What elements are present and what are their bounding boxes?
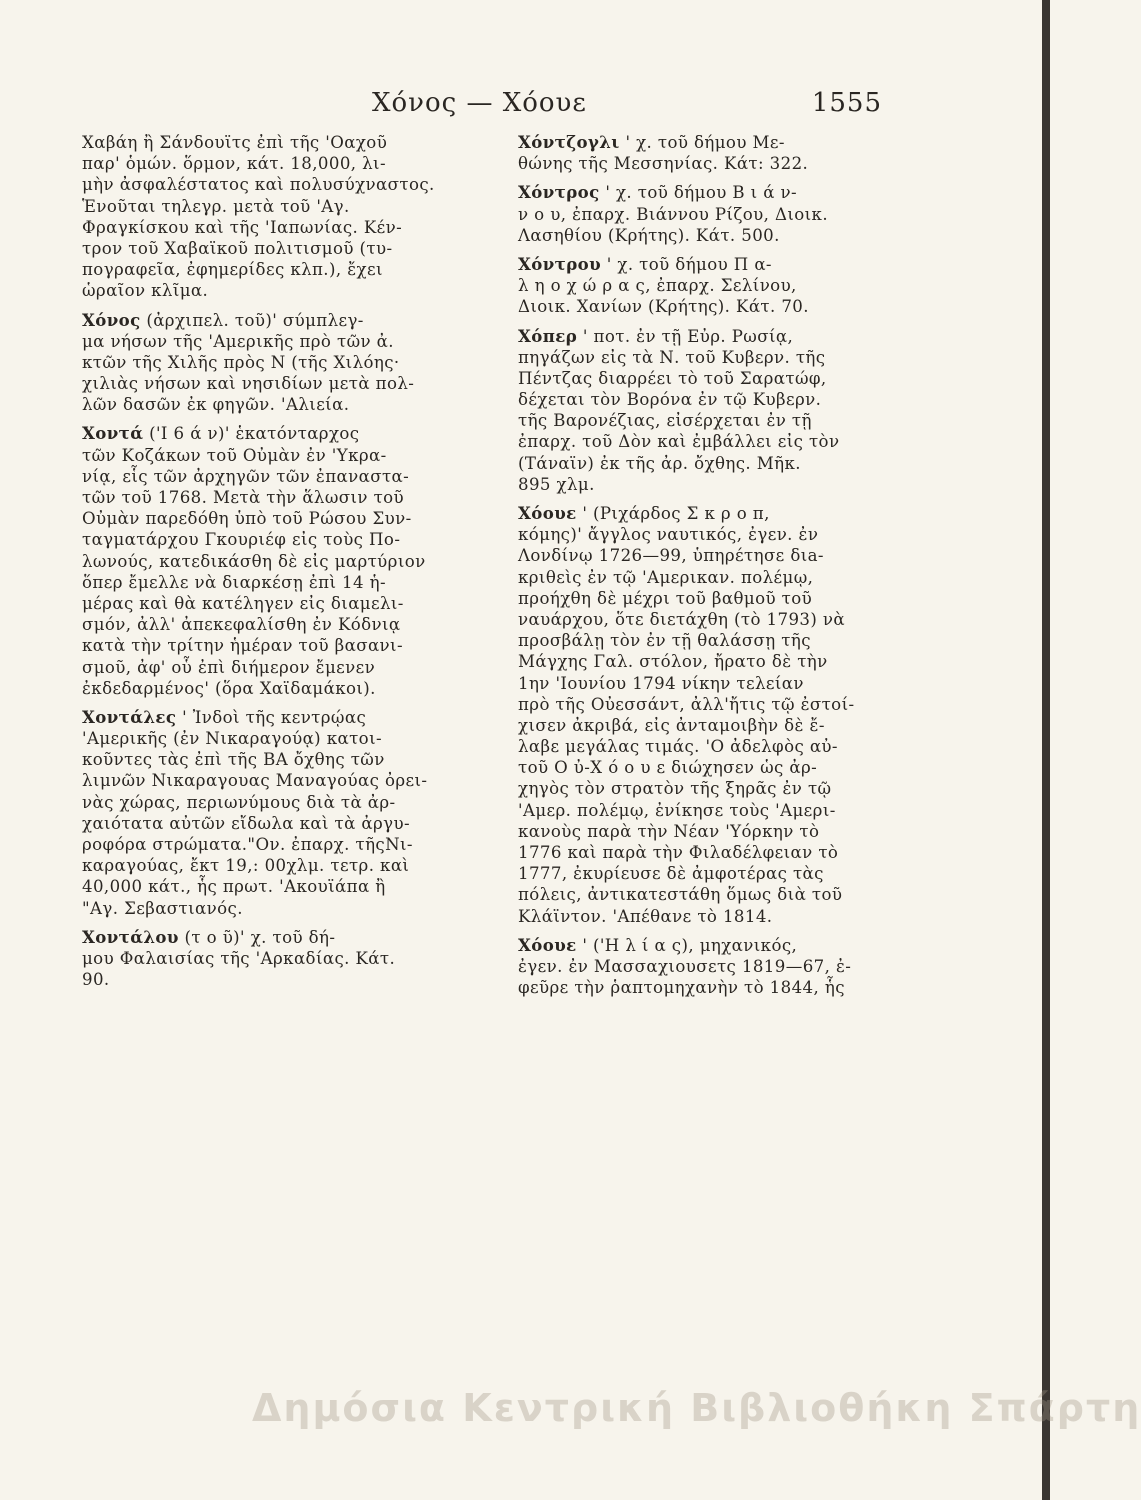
page-number: 1555 xyxy=(811,88,882,118)
entry-line xyxy=(518,431,890,452)
dictionary-entry xyxy=(82,927,480,991)
entry-line xyxy=(518,935,890,956)
entry-line xyxy=(82,749,480,770)
entry-line xyxy=(518,588,890,609)
entry-text: (τ ο ῦ)' χ. τοῦ δή- xyxy=(184,927,336,947)
entry-headword: Χόντρος xyxy=(518,182,600,203)
entry-text: πρὸ τῆς Οὐεσσάντ, ἀλλ'ἤτις τῷ ἐστοί- xyxy=(518,694,855,714)
entry-line xyxy=(82,238,480,259)
entry-line xyxy=(518,326,890,347)
entry-line xyxy=(82,707,480,728)
entry-text: Λονδίνῳ 1726—99, ὑπηρέτησε διa- xyxy=(518,546,824,566)
entry-text: κόμης)' ἄγγλος ναυτικός, ἐγεν. ἐν xyxy=(518,525,819,545)
entry-line xyxy=(82,445,480,466)
dictionary-entry xyxy=(518,935,890,999)
entry-text: 'Αμερ. πολέμῳ, ἐνίκησε τοὺς 'Αμερι- xyxy=(518,800,836,820)
entry-text: φεῦρε τὴν ῥαπτομηχανὴν τὸ 1844, ἧς xyxy=(518,978,845,998)
entry-text: χαιότατα αὐτῶν εἴδωλα καὶ τὰ ἀργυ- xyxy=(82,813,410,833)
entry-text: ' Ἰνδοὶ τῆς κεντρῴας xyxy=(182,707,367,727)
entry-text: πογραφεῖα, ἐφημερίδες κλπ.), ἔχει xyxy=(82,260,383,280)
entry-text: ν ο υ, ἐπαρχ. Βιάννου Ρίζου, Διοικ. xyxy=(518,204,828,224)
entry-line xyxy=(82,132,480,153)
page-edge-shadow xyxy=(1042,0,1050,1500)
entry-line xyxy=(82,423,480,444)
entry-line xyxy=(518,524,890,545)
entry-line xyxy=(82,196,480,217)
entry-text: Οὐμὰν παρεδόθη ὑπὸ τοῦ Ρώσου Συν- xyxy=(82,509,412,529)
entry-text: ἐγεν. ἐν Μασσαχιουσετς 1819—67, ἐ- xyxy=(518,956,852,976)
entry-text: λαβε μεγάλας τιμάς. 'Ο ἀδελφὸς αὐ- xyxy=(518,737,838,757)
entry-text: ἐκδεδαρμένος' (ὅρα Χαϊδαμάκοι). xyxy=(82,678,376,698)
entry-text: ὅπερ ἔμελλε νὰ διαρκέσῃ ἐπὶ 14 ἡ- xyxy=(82,572,386,592)
entry-line xyxy=(82,373,480,394)
entry-text: ' χ. τοῦ δήμου Με- xyxy=(625,133,785,152)
entry-line xyxy=(82,280,480,301)
entry-line xyxy=(518,474,890,495)
entry-text: 1ην 'Ιουνίου 1794 νίκην τελείαν xyxy=(518,673,804,693)
entry-headword: Χόντζογλι xyxy=(518,132,620,152)
entry-text: ταγματάρχου Γκουριέφ εἰς τοὺς Πο- xyxy=(82,530,401,550)
entry-line xyxy=(518,275,890,296)
entry-text: προήχθη δὲ μέχρι τοῦ βαθμοῦ τοῦ xyxy=(518,588,813,608)
entry-text: "Αγ. Σεβαστιανός. xyxy=(82,898,243,918)
left-column xyxy=(82,132,480,990)
entry-text: κτῶν τῆς Χιλῆς πρὸς Ν (τῆς Χιλόης· xyxy=(82,352,400,372)
dictionary-entry xyxy=(82,707,480,919)
entry-line xyxy=(518,757,890,778)
entry-text: ὡραῖον κλῖμα. xyxy=(82,281,209,301)
entry-line xyxy=(518,736,890,757)
dictionary-entry xyxy=(518,182,890,246)
entry-line xyxy=(82,551,480,572)
entry-line xyxy=(82,153,480,174)
dictionary-entry xyxy=(82,132,480,302)
entry-line xyxy=(82,572,480,593)
entry-headword: Χόπερ xyxy=(518,325,578,346)
entry-text: ' ('Η λ ί α ς), μηχανικός, xyxy=(582,935,798,955)
entry-headword: Χοντά xyxy=(82,423,144,444)
entry-line xyxy=(518,609,890,630)
entry-line xyxy=(82,394,480,415)
dictionary-entry xyxy=(518,254,890,318)
entry-text: λῶν δασῶν ἐκ φηγῶν. 'Αλιεία. xyxy=(82,395,350,415)
entry-text: τρον τοῦ Χαβαϊκοῦ πολιτισμοῦ (τυ- xyxy=(82,238,393,258)
entry-line xyxy=(518,630,890,651)
entry-line xyxy=(518,503,890,524)
dictionary-entry xyxy=(518,503,890,927)
entry-text: Μάγχης Γαλ. στόλον, ἤρατο δὲ τὴν xyxy=(518,652,828,672)
entry-text: λωνούς, κατεδικάσθη δὲ εἰς μαρτύριον xyxy=(82,551,426,571)
entry-text: 895 χλμ. xyxy=(518,474,595,494)
entry-line xyxy=(518,347,890,368)
entry-line xyxy=(518,842,890,863)
entry-text: ' χ. τοῦ δήμου Β ι ά ν- xyxy=(605,183,797,203)
entry-line xyxy=(82,331,480,352)
entry-line xyxy=(518,800,890,821)
dictionary-entry xyxy=(82,310,480,416)
entry-text: μὴν ἀσφαλέστατος καὶ πολυσύχναστος. xyxy=(82,175,435,195)
right-column xyxy=(518,132,890,998)
entry-text: πηγάζων εἰς τὰ Ν. τοῦ Κυβερν. τῆς xyxy=(518,347,826,367)
entry-line xyxy=(518,651,890,672)
entry-text: ('Ι 6 ά ν)' ἑκατόνταρχος xyxy=(149,424,360,444)
entry-line xyxy=(518,453,890,474)
entry-text: λ η ο χ ώ ρ α ς, ἐπαρχ. Σελίνου, xyxy=(518,276,797,296)
entry-text: τοῦ Ο ὐ-Χ ό ο υ ε διώχησεν ὡς ἀρ- xyxy=(518,758,818,778)
entry-text: Φραγκίσκου καὶ τῆς 'Ιαπωνίας. Κέν- xyxy=(82,217,403,237)
entry-headword: Χόνος xyxy=(82,309,141,330)
entry-line xyxy=(518,132,890,153)
entry-headword: Χοντάλου xyxy=(82,926,179,947)
running-header xyxy=(0,88,1050,128)
library-watermark: Δημόσια Κεντρική Βιβλιοθήκη Σπάρτη xyxy=(252,1386,1141,1430)
entry-text: Χαβάη ἢ Σάνδουϊτς ἐπὶ τῆς 'Οαχοῦ xyxy=(82,133,388,152)
entry-text: ἐπαρχ. τοῦ Δὸν καὶ ἐμβάλλει εἰς τὸν xyxy=(518,432,840,452)
entry-text: χιλιὰς νήσων καὶ νησιδίων μετὰ πολ- xyxy=(82,374,415,394)
entry-line xyxy=(518,153,890,174)
entry-text: ' (Ριχάρδος Σ κ ρ ο π, xyxy=(582,504,770,523)
entry-text: Πέντζας διαρρέει τὸ τοῦ Σαρατώφ, xyxy=(518,368,827,388)
entry-line xyxy=(82,792,480,813)
entry-line xyxy=(518,567,890,588)
entry-text: Κλάϊντον. 'Απέθανε τὸ 1814. xyxy=(518,906,773,926)
entry-text: τῶν Κοζάκων τοῦ Οὐμὰν ἐν 'Υκρα- xyxy=(82,445,387,465)
entry-text: (Τάναϊν) ἐκ τῆς ἀρ. ὄχθης. Μῆκ. xyxy=(518,453,801,473)
entry-line xyxy=(518,254,890,275)
entry-line xyxy=(518,956,890,977)
entry-line xyxy=(518,182,890,203)
entry-line xyxy=(518,296,890,317)
entry-line xyxy=(518,778,890,799)
entry-line xyxy=(82,855,480,876)
entry-text: 40,000 κάτ., ἧς πρωτ. 'Ακουϊάπα ἢ xyxy=(82,877,386,897)
entry-text: Ἑνοῦται τηλεγρ. μετὰ τοῦ 'Αγ. xyxy=(82,196,350,216)
entry-text: κανοὺς παρὰ τὴν Νέαν 'Υόρκην τὸ xyxy=(518,821,820,841)
entry-line xyxy=(82,770,480,791)
entry-line xyxy=(82,813,480,834)
entry-text: θώνης τῆς Μεσσηνίας. Κάτ: 322. xyxy=(518,154,809,174)
entry-line xyxy=(518,906,890,927)
entry-line xyxy=(518,863,890,884)
dictionary-entry xyxy=(82,423,480,698)
entry-line xyxy=(82,927,480,948)
dictionary-entry xyxy=(518,132,890,174)
entry-line xyxy=(82,614,480,635)
entry-line xyxy=(82,678,480,699)
entry-line xyxy=(518,715,890,736)
entry-line xyxy=(518,821,890,842)
entry-text: Διοικ. Χανίων (Κρήτης). Κάτ. 70. xyxy=(518,297,809,317)
entry-line xyxy=(82,529,480,550)
entry-text: ' ποτ. ἐν τῇ Εὐρ. Ρωσίᾳ, xyxy=(582,326,794,346)
entry-text: τῶν τοῦ 1768. Μετὰ τὴν ἅλωσιν τοῦ xyxy=(82,488,405,507)
entry-text: 'Αμερικῆς (ἐν Νικαραγούᾳ) κατοι- xyxy=(82,729,382,749)
entry-line xyxy=(82,593,480,614)
entry-headword: Χόντρου xyxy=(518,253,602,274)
entry-line xyxy=(82,635,480,656)
entry-text: νὰς χώρας, περιωνύμους διὰ τὰ ἀρ- xyxy=(82,792,396,812)
entry-line xyxy=(518,368,890,389)
entry-text: μα νήσων τῆς 'Αμερικῆς πρὸ τῶν ἀ. xyxy=(82,331,394,351)
entry-text: κατὰ τὴν τρίτην ἡμέραν τοῦ βασανι- xyxy=(82,636,403,656)
entry-text: ναυάρχου, ὅτε διετάχθη (τὸ 1793) νὰ xyxy=(518,609,845,629)
entry-headword: Χόουε xyxy=(518,503,577,523)
entry-text: 1776 καὶ παρὰ τὴν Φιλαδέλφειαν τὸ xyxy=(518,843,839,862)
entry-line xyxy=(518,884,890,905)
entry-line xyxy=(518,977,890,998)
entry-text: λιμνῶν Νικαραγουας Μαναγούας ὀρει- xyxy=(82,771,428,791)
entry-line xyxy=(82,508,480,529)
entry-line xyxy=(82,466,480,487)
entry-line xyxy=(82,217,480,238)
entry-line xyxy=(82,310,480,331)
entry-text: παρ' ὁμών. ὅρμον, κάτ. 18,000, λι- xyxy=(82,154,386,174)
entry-text: Λασηθίου (Κρήτης). Κάτ. 500. xyxy=(518,225,780,245)
running-title: Χόνος — Χόουε xyxy=(372,88,587,118)
entry-line xyxy=(518,410,890,431)
entry-line xyxy=(518,545,890,566)
entry-text: πόλεις, ἀντικατεστάθη ὅμως διὰ τοῦ xyxy=(518,885,843,905)
entry-text: 90. xyxy=(82,970,110,990)
entry-text: σμόν, ἀλλ' ἀπεκεφαλίσθη ἐν Κόδνιᾳ xyxy=(82,615,401,635)
entry-line xyxy=(518,204,890,225)
entry-text: χηγὸς τὸν στρατὸν τῆς ξηρᾶς ἐν τῷ xyxy=(518,779,832,799)
entry-line xyxy=(82,259,480,280)
entry-text: νίᾳ, εἷς τῶν ἀρχηγῶν τῶν ἐπαναστα- xyxy=(82,466,410,486)
entry-line xyxy=(518,389,890,410)
entry-text: προσβάλῃ τὸν ἐν τῇ θαλάσσῃ τῆς xyxy=(518,631,811,651)
entry-line xyxy=(82,174,480,195)
entry-text: ' χ. τοῦ δήμου Π α- xyxy=(606,254,772,274)
entry-text: κριθεὶς ἐν τῷ 'Αμερικαν. πολέμῳ, xyxy=(518,567,814,587)
entry-text: δέχεται τὸν Βορόνα ἐν τῷ Κυβερν. xyxy=(518,390,822,410)
entry-text: σμοῦ, ἀφ' οὗ ἐπὶ διήμερον ἔμενεν xyxy=(82,657,376,677)
entry-line xyxy=(518,225,890,246)
entry-headword: Χόουε xyxy=(518,934,577,955)
entry-text: καραγούας, ἔκτ 19,: 00χλμ. τετρ. καὶ xyxy=(82,856,410,876)
entry-text: μου Φαλαισίας τῆς 'Αρκαδίας. Κάτ. xyxy=(82,948,396,968)
entry-text: 1777, ἐκυρίευσε δὲ ἀμφοτέρας τὰς xyxy=(518,864,824,884)
entry-line xyxy=(82,876,480,897)
entry-line xyxy=(82,728,480,749)
dictionary-entry xyxy=(518,326,890,496)
entry-text: τῆς Βαρονέζιας, εἰσέρχεται ἐν τῇ xyxy=(518,411,812,431)
entry-line xyxy=(82,969,480,990)
entry-line xyxy=(518,694,890,715)
entry-text: (ἀρχιπελ. τοῦ)' σύμπλεγ- xyxy=(146,310,364,330)
entry-line xyxy=(82,948,480,969)
entry-line xyxy=(82,898,480,919)
entry-line xyxy=(82,487,480,508)
entry-headword: Χοντάλες xyxy=(82,706,177,727)
entry-text: χισεν ἀκριβά, εἰς ἀνταμοιβὴν δὲ ἔ- xyxy=(518,715,825,735)
entry-line xyxy=(82,352,480,373)
entry-line xyxy=(518,673,890,694)
entry-text: μέρας καὶ θὰ κατέληγεν εἰς διαμελι- xyxy=(82,593,404,613)
entry-text: κοῦντες τὰς ἐπὶ τῆς ΒΑ ὄχθης τῶν xyxy=(82,750,385,770)
entry-line xyxy=(82,834,480,855)
entry-line xyxy=(82,657,480,678)
entry-text: ροφόρα στρώματα."Ον. ἐπαρχ. τῆςΝι- xyxy=(82,835,413,854)
